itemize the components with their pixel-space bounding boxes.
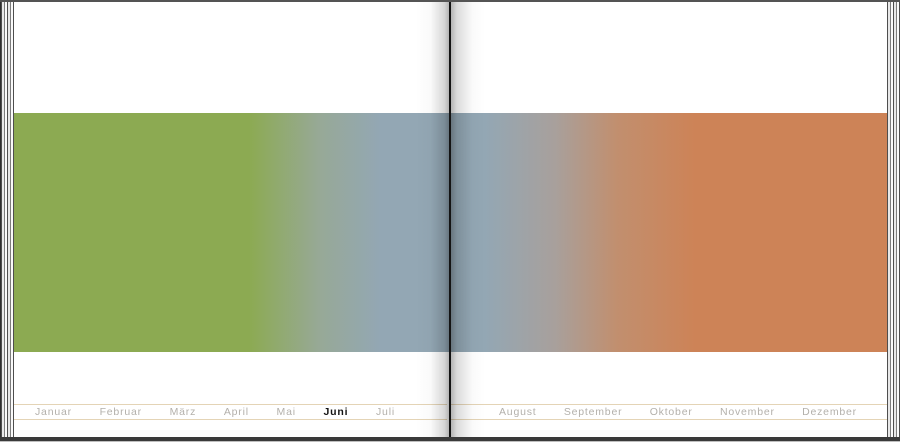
month-tab-august[interactable]: August	[499, 405, 537, 418]
month-tab-juni[interactable]: Juni	[323, 405, 349, 418]
month-nav-right-page	[451, 404, 887, 420]
month-tab-maerz[interactable]: März	[169, 405, 197, 418]
month-tab-januar[interactable]: Januar	[35, 405, 72, 418]
month-tab-november[interactable]: November	[719, 405, 775, 418]
month-nav-left-page	[13, 404, 447, 420]
month-tab-februar[interactable]: Februar	[99, 405, 142, 418]
page-stack-left-edge	[0, 0, 14, 442]
month-tab-oktober[interactable]: Oktober	[649, 405, 693, 418]
month-tab-juli[interactable]: Juli	[376, 405, 395, 418]
page-stack-right-edge	[887, 0, 900, 442]
month-tab-april[interactable]: April	[223, 405, 249, 418]
month-tab-september[interactable]: September	[563, 405, 623, 418]
book-bottom-edge	[0, 437, 900, 442]
spine-line	[449, 2, 451, 437]
month-tab-dezember[interactable]: Dezember	[802, 405, 857, 418]
book-top-edge	[0, 0, 900, 2]
month-tab-mai[interactable]: Mai	[276, 405, 296, 418]
